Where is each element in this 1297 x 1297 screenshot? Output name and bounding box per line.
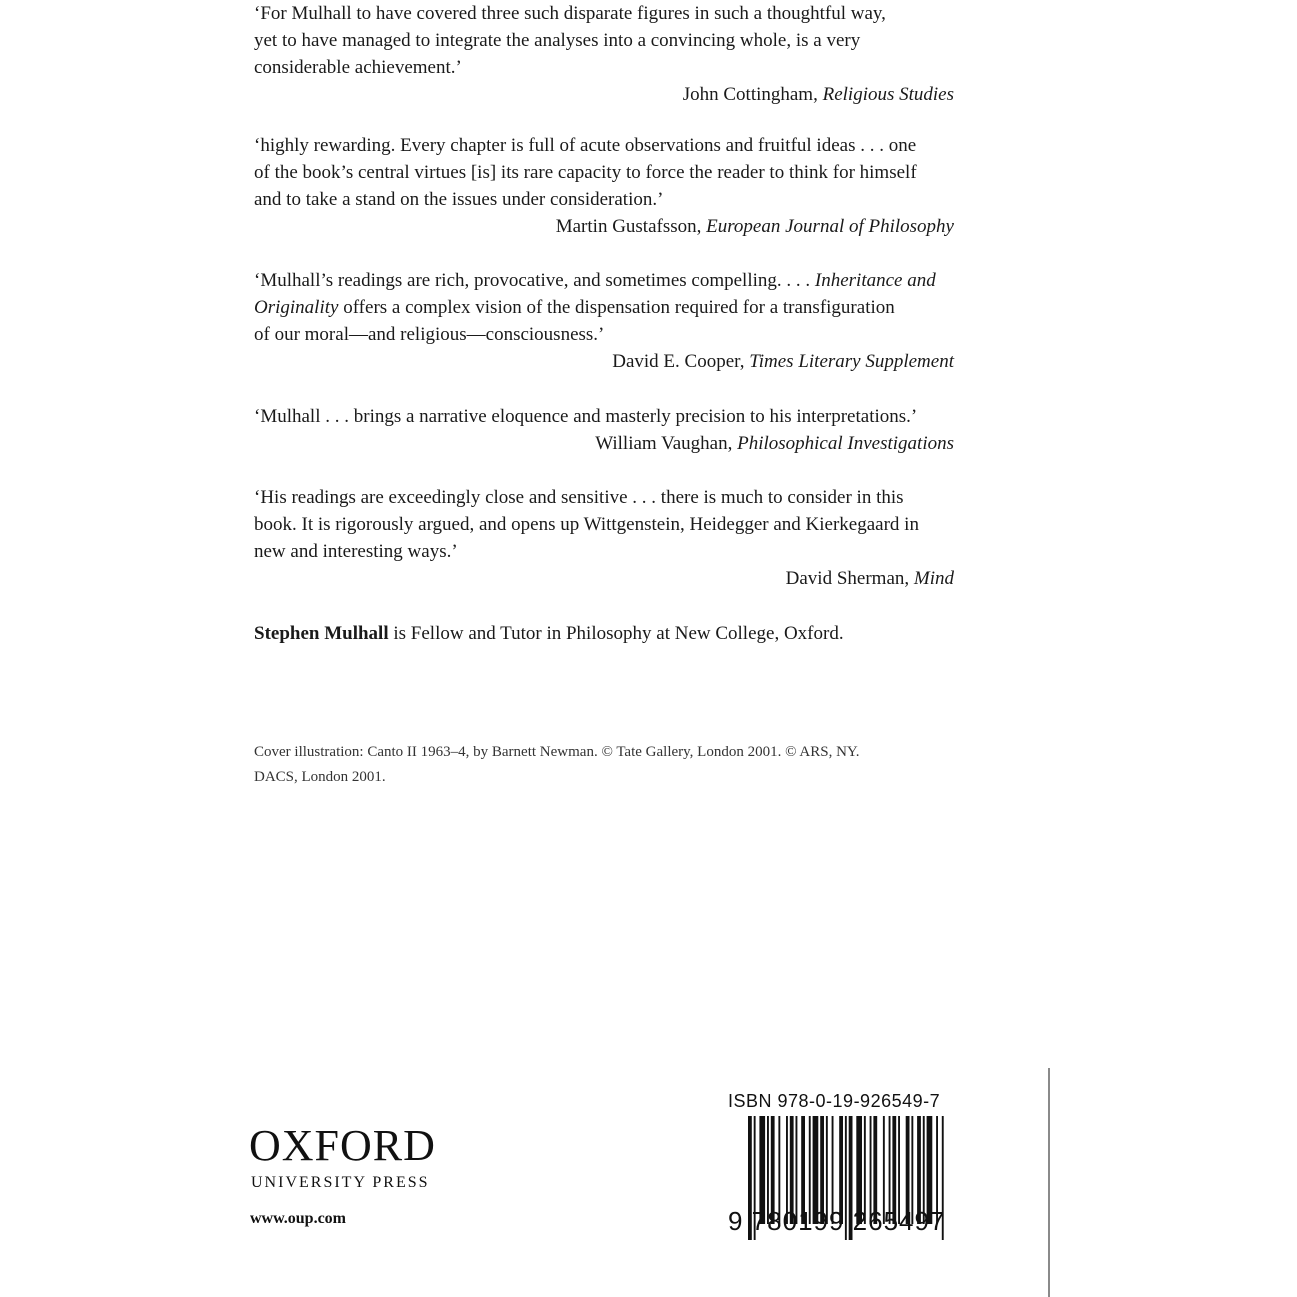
review-author: Martin Gustafsson, [555, 216, 702, 237]
cover-credit-line: DACS, London 2001. [254, 769, 386, 785]
review-vaughan [254, 403, 954, 457]
publisher-subtitle: UNIVERSITY PRESS [251, 1174, 430, 1191]
barcode-digits: 9 780199 265497 [728, 1206, 946, 1236]
isbn-barcode-block [728, 1090, 954, 1240]
review-line: of our moral—and religious—consciousness.’ [254, 324, 605, 345]
publisher-url: www.oup.com [250, 1210, 347, 1227]
publisher-name: OXFORD [249, 1121, 436, 1170]
cover-credit-line: Cover illustration: Canto II 1963–4, by Barnett Newman. © Tate Gallery, London 2001. © ARS, NY. [254, 744, 860, 760]
review-line: considerable achievement.’ [254, 57, 462, 78]
review-author: William Vaughan, [595, 433, 733, 454]
review-attribution [254, 565, 954, 592]
review-text [254, 267, 954, 348]
review-text [254, 484, 954, 565]
review-line: ‘Mulhall’s readings are rich, provocative, and sometimes compelling. . . . [254, 270, 811, 291]
review-text [254, 403, 954, 430]
review-gustafsson [254, 132, 954, 240]
review-source: Mind [913, 568, 954, 589]
review-line: ‘Mulhall . . . brings a narrative eloquence and masterly precision to his interpretations.’ [254, 406, 918, 427]
book-title-italic: Inheritance and [814, 270, 936, 291]
oxford-university-press-logo [249, 1121, 459, 1192]
review-source: European Journal of Philosophy [706, 216, 954, 237]
isbn-label: ISBN 978-0-19-926549-7 [728, 1091, 941, 1111]
review-author: John Cottingham, [682, 84, 818, 105]
review-attribution [254, 348, 954, 375]
review-source: Philosophical Investigations [737, 433, 954, 454]
review-author: David Sherman, [785, 568, 910, 589]
review-text [254, 0, 954, 81]
author-bio-text: is Fellow and Tutor in Philosophy at New College, Oxford. [388, 623, 844, 644]
review-line: ‘His readings are exceedingly close and sensitive . . . there is much to consider in this [254, 487, 904, 508]
review-sherman [254, 484, 954, 592]
review-source: Times Literary Supplement [749, 351, 954, 372]
review-author: David E. Cooper, [612, 351, 745, 372]
review-text [254, 132, 954, 213]
review-line: book. It is rigorously argued, and opens up Wittgenstein, Heidegger and Kierkegaard in [254, 514, 919, 535]
review-attribution [254, 81, 954, 108]
review-line: new and interesting ways.’ [254, 541, 458, 562]
review-line: ‘For Mulhall to have covered three such disparate figures in such a thoughtful way, [254, 3, 886, 24]
review-line: ‘highly rewarding. Every chapter is full of acute observations and fruitful ideas . . . one [254, 135, 917, 156]
author-name: Stephen Mulhall [254, 623, 389, 644]
review-cooper [254, 267, 954, 375]
book-title-italic: Originality [254, 297, 339, 318]
review-attribution [254, 430, 954, 457]
cover-credit [254, 740, 934, 790]
review-line: and to take a stand on the issues under consideration.’ [254, 189, 664, 210]
review-line: of the book’s central virtues [is] its rare capacity to force the reader to think for himself [254, 162, 917, 183]
review-line: yet to have managed to integrate the analyses into a convincing whole, is a very [254, 30, 861, 51]
review-attribution [254, 213, 954, 240]
review-line: offers a complex vision of the dispensation required for a transfiguration [343, 297, 895, 318]
review-cottingham [254, 0, 954, 108]
spine-fold-line [1048, 1068, 1050, 1297]
review-source: Religious Studies [822, 84, 954, 105]
author-bio [254, 620, 954, 647]
